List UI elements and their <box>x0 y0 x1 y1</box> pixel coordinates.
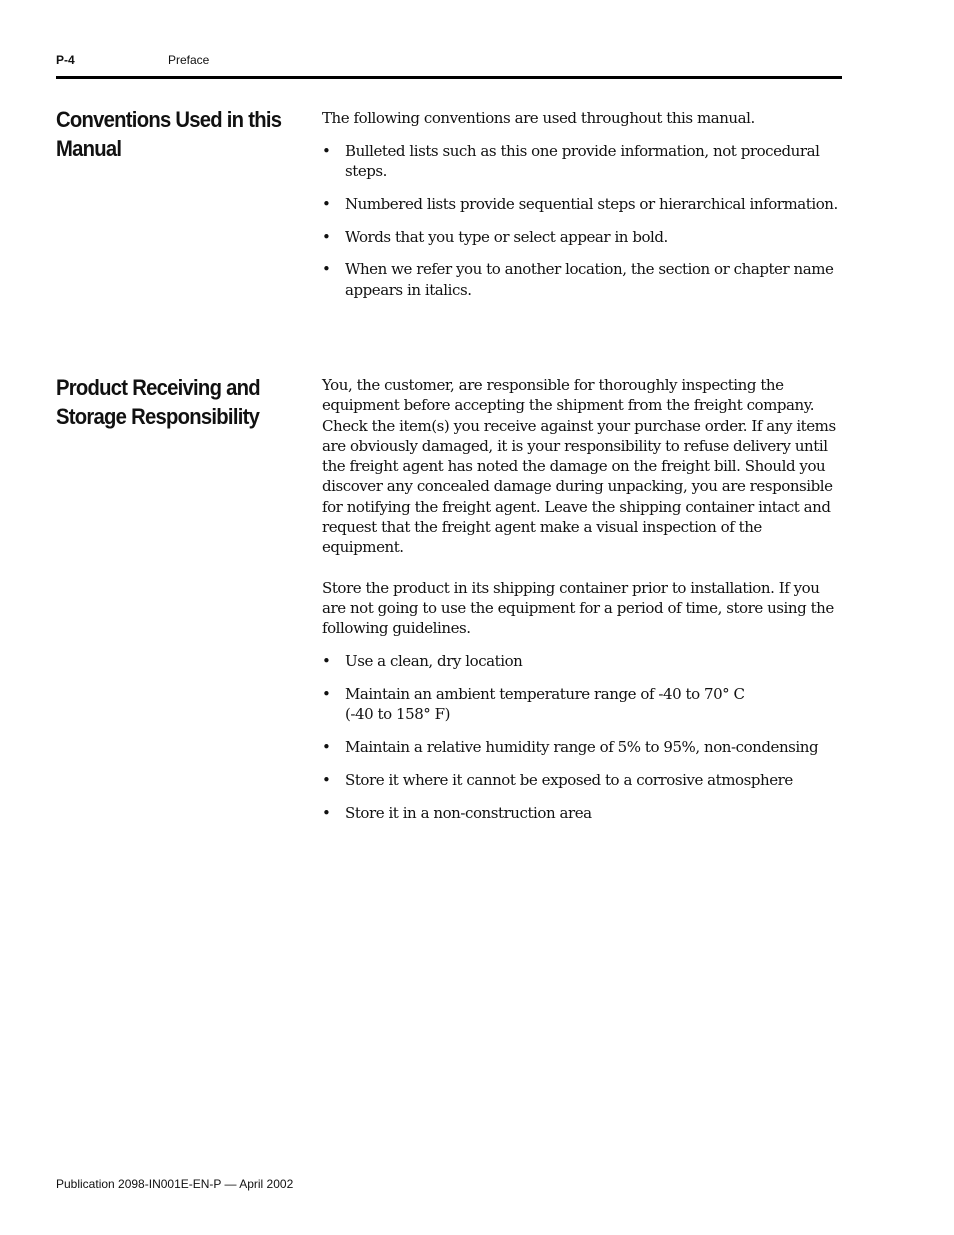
publication-info: Publication 2098-IN001E-EN-P — April 2002 <box>56 1177 294 1191</box>
conventions-bullet-list <box>322 141 842 300</box>
bullet-icon: • <box>322 194 331 213</box>
temperature-fahrenheit: (-40 to 158° F) <box>345 705 451 724</box>
page-number: P-4 <box>56 53 75 67</box>
bullet-icon: • <box>322 260 331 279</box>
section-heading-receiving-storage: Product Receiving and Storage Responsibility <box>56 375 260 429</box>
list-item: • Use a clean, dry location <box>322 652 523 671</box>
list-item: • Numbered lists provide sequential steps or hierarchical information. <box>322 194 838 213</box>
list-item: • Store it in a non-construction area <box>322 803 592 822</box>
conventions-intro: The following conventions are used throughout this manual. <box>322 109 755 127</box>
list-item: • When we refer you to another location, the section or chapter name appears in italics. <box>322 260 834 299</box>
section-body-conventions <box>322 108 842 300</box>
bullet-icon: • <box>322 770 331 789</box>
bullet-icon: • <box>322 803 331 822</box>
list-item: • Bulleted lists such as this one provide information, not procedural steps. <box>322 141 820 181</box>
bullet-icon: • <box>322 141 331 160</box>
bullet-icon: • <box>322 227 331 246</box>
list-item: • Store it where it cannot be exposed to a corrosive atmosphere <box>322 770 793 789</box>
page-footer <box>56 1176 293 1192</box>
bullet-icon: • <box>322 652 331 671</box>
bullet-icon: • <box>322 684 331 703</box>
running-title: Preface <box>168 53 210 67</box>
list-item: • Maintain an ambient temperature range of -40 to 70° C (-40 to 158° F) <box>322 684 745 724</box>
storage-guidelines-list <box>322 651 842 823</box>
list-item: • Maintain a relative humidity range of 5% to 95%, non-condensing <box>322 737 819 756</box>
storage-paragraph: Store the product in its shipping container prior to installation. If you are not going to use the equipment for a period of time, store using the following guidelines. <box>322 578 834 638</box>
receiving-paragraph: You, the customer, are responsible for thoroughly inspecting the equipment before accepting the shipment from the freight company. Check the item(s) you receive against your purchase order. If any items are obviously damaged, it is your responsibility to refuse delivery until the freight agent has noted the damage on the freight bill. Should you discover any concealed damage during unpacking, you are responsible for notifying the freight agent. Leave the shipping container intact and request that the freight agent make a visual inspection of the equipment. <box>322 376 836 557</box>
section-body-receiving-storage <box>322 375 842 823</box>
list-item: • Words that you type or select appear in bold. <box>322 227 668 246</box>
bullet-icon: • <box>322 737 331 756</box>
section-heading-conventions: Conventions Used in this Manual <box>56 107 282 161</box>
page-header <box>56 52 842 79</box>
